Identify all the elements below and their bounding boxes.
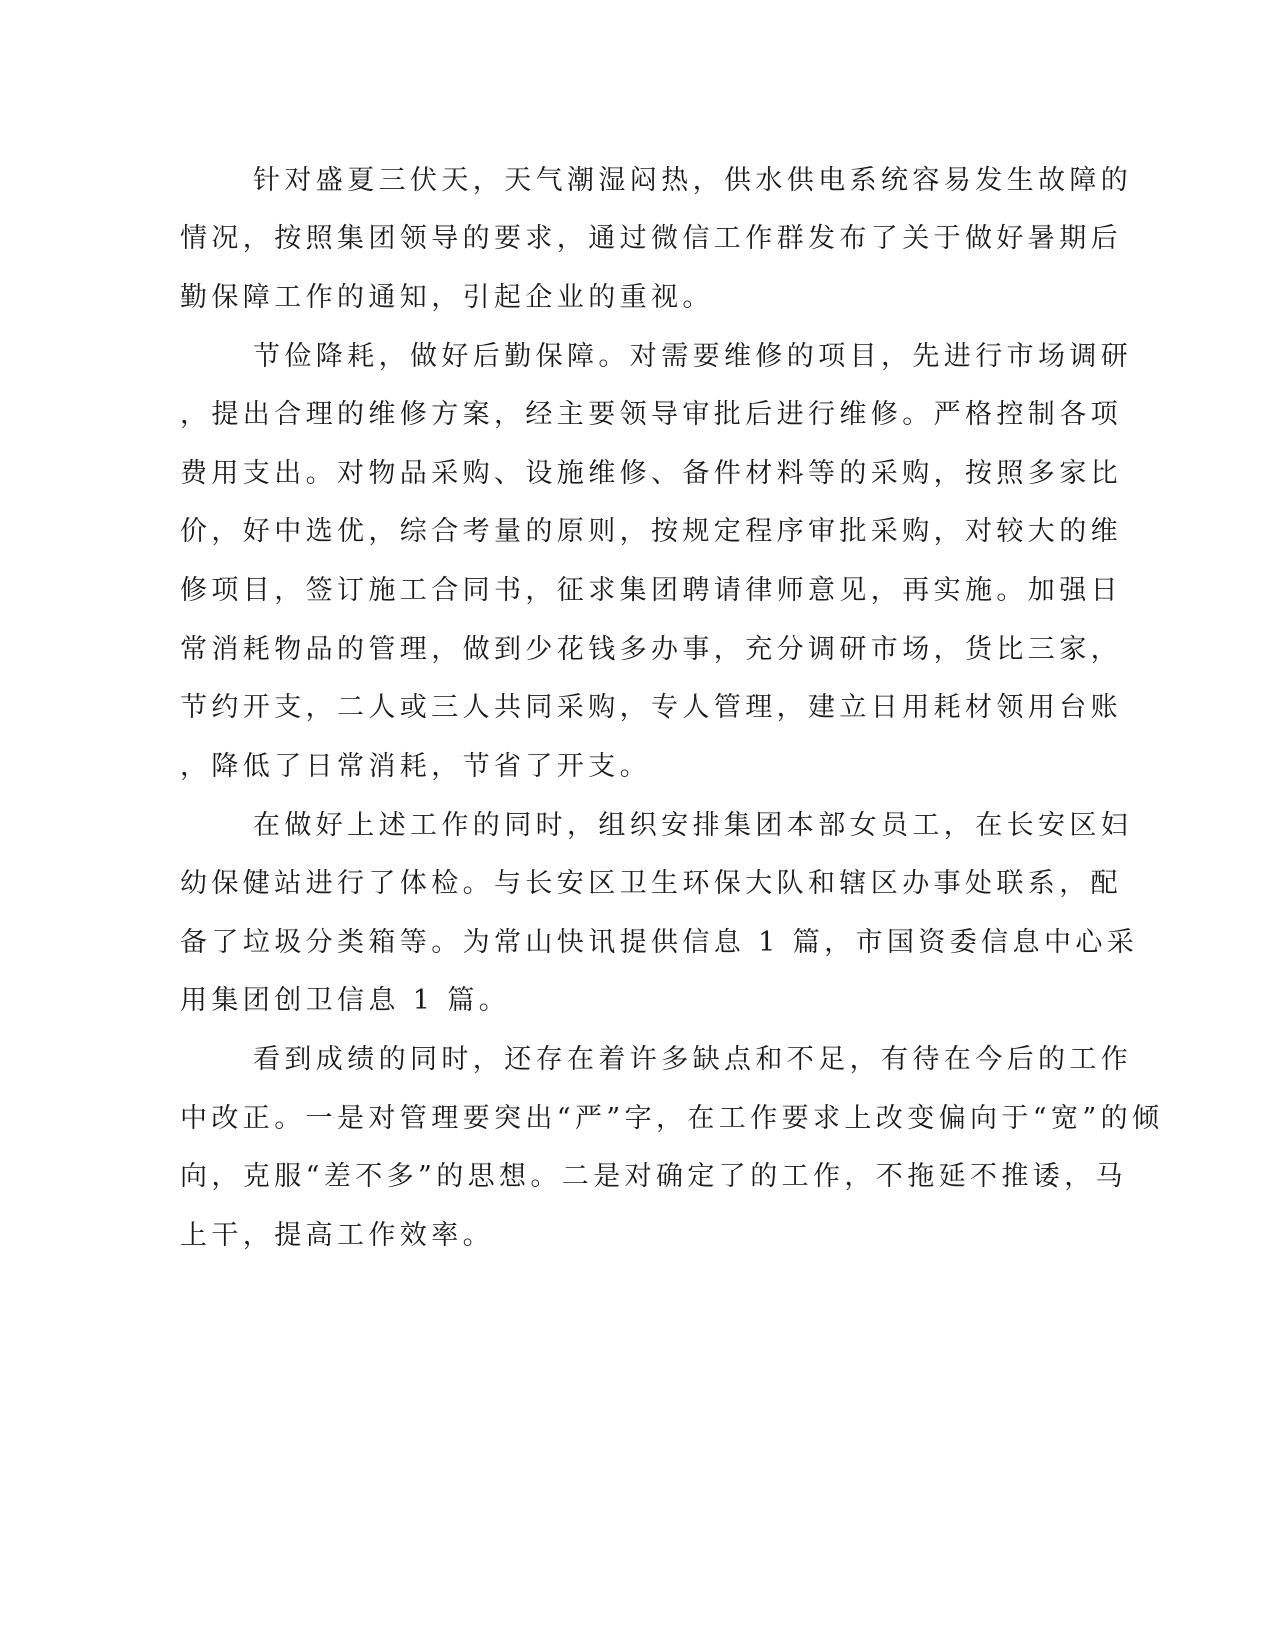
text-line: 勤保障工作的通知，引起企业的重视。 — [180, 282, 714, 313]
text-line: 情况，按照集团领导的要求，通过微信工作群发布了关于做好暑期后 — [180, 223, 1122, 254]
text-line: 费用支出。对物品采购、设施维修、备件材料等的采购，按照多家比 — [180, 458, 1122, 489]
text-line: 看到成绩的同时，还存在着许多缺点和不足，有待在今后的工作 — [253, 1044, 1133, 1075]
text-line: 向，克服“差不多”的思想。二是对确定了的工作，不拖延不推诿，马 — [180, 1161, 1128, 1192]
text-line: 用集团创卫信息 1 篇。 — [180, 985, 511, 1016]
text-line: 幼保健站进行了体检。与长安区卫生环保大队和辖区办事处联系，配 — [180, 868, 1122, 899]
text-line: 中改正。一是对管理要突出“严”字，在工作要求上改变偏向于“宽”的倾 — [180, 1103, 1164, 1134]
text-line: ，提出合理的维修方案，经主要领导审批后进行维修。严格控制各项 — [180, 399, 1122, 430]
text-line: 修项目，签订施工合同书，征求集团聘请律师意见，再实施。加强日 — [180, 575, 1122, 606]
text-line: 节俭降耗，做好后勤保障。对需要维修的项目，先进行市场调研 — [253, 341, 1133, 372]
text-line: 备了垃圾分类箱等。为常山快讯提供信息 1 篇，市国资委信息中心采 — [180, 927, 1139, 958]
text-line: 上干，提高工作效率。 — [180, 1220, 494, 1251]
text-line: 节约开支，二人或三人共同采购，专人管理，建立日用耗材领用台账 — [180, 692, 1122, 723]
text-line: 针对盛夏三伏天，天气潮湿闷热，供水供电系统容易发生故障的 — [253, 165, 1133, 196]
text-line: 常消耗物品的管理，做到少花钱多办事，充分调研市场，货比三家， — [180, 634, 1122, 665]
text-line: 在做好上述工作的同时，组织安排集团本部女员工，在长安区妇 — [253, 810, 1133, 841]
text-line: ，降低了日常消耗，节省了开支。 — [180, 751, 651, 782]
text-line: 价，好中选优，综合考量的原则，按规定程序审批采购，对较大的维 — [180, 516, 1122, 547]
